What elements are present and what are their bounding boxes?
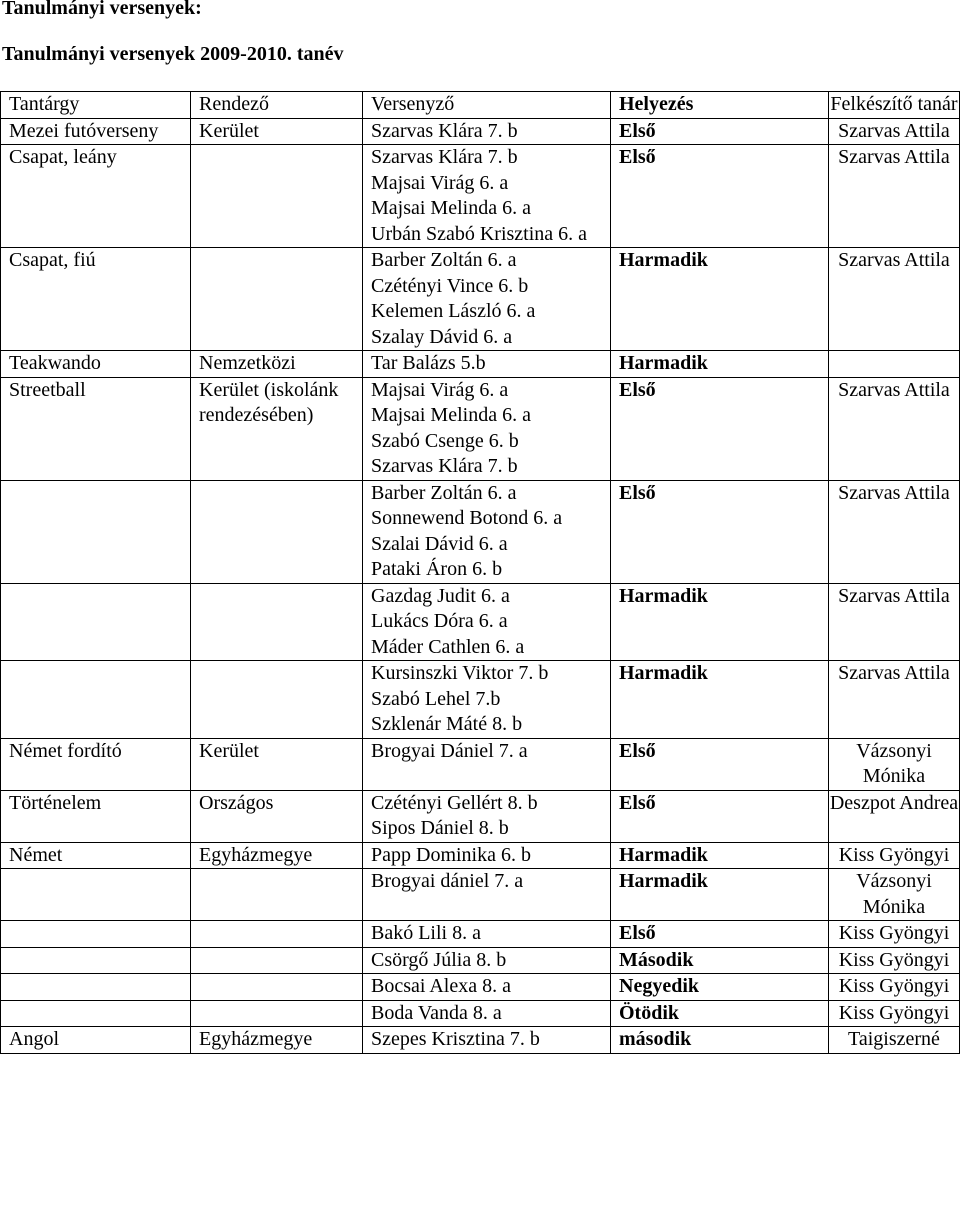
cell-placement: Harmadik — [611, 583, 829, 661]
table-row — [1, 921, 960, 948]
cell-placement: Első — [611, 738, 829, 790]
header-competitor: Versenyző — [363, 92, 611, 119]
competitor-name: Sipos Dániel 8. b — [371, 817, 509, 839]
cell-teacher: Kiss Gyöngyi — [829, 921, 960, 948]
competitor-name: Máder Cathlen 6. a — [371, 635, 525, 658]
table-row — [1, 583, 960, 661]
cell-teacher: Vázsonyi Mónika — [829, 738, 960, 790]
header-organizer: Rendező — [191, 92, 363, 119]
cell-placement: Ötödik — [611, 1000, 829, 1027]
cell-placement: Negyedik — [611, 974, 829, 1001]
cell-competitors — [363, 145, 611, 248]
cell-teacher: Kiss Gyöngyi — [829, 974, 960, 1001]
cell-placement: Harmadik — [611, 869, 829, 921]
cell-subject: Streetball — [1, 377, 191, 480]
cell-teacher: Szarvas Attila — [829, 661, 960, 739]
cell-subject: Történelem — [1, 790, 191, 842]
cell-placement: Harmadik — [611, 248, 829, 351]
cell-placement: Első — [611, 921, 829, 948]
cell-competitors — [363, 118, 611, 145]
header-teacher: Felkészítő tanár — [829, 92, 960, 119]
cell-competitors — [363, 480, 611, 583]
cell-subject — [1, 480, 191, 583]
cell-subject — [1, 921, 191, 948]
cell-organizer: Kerület — [191, 738, 363, 790]
competitor-name: Szalay Dávid 6. a — [371, 325, 513, 348]
cell-subject — [1, 583, 191, 661]
cell-competitors — [363, 738, 611, 790]
cell-subject: Csapat, fiú — [1, 248, 191, 351]
cell-teacher: Szarvas Attila — [829, 145, 960, 248]
table-header-row — [1, 92, 960, 119]
cell-organizer: Kerület — [191, 118, 363, 145]
table-row — [1, 1000, 960, 1027]
competitor-name: Brogyai Dániel 7. a — [371, 739, 528, 762]
table-row — [1, 377, 960, 480]
competitor-name: Szklenár Máté 8. b — [371, 713, 523, 735]
cell-teacher: Szarvas Attila — [829, 248, 960, 351]
competitor-name: Szabó Csenge 6. b — [371, 429, 519, 452]
cell-placement: Első — [611, 480, 829, 583]
cell-competitors — [363, 661, 611, 739]
competitor-name: Czétényi Gellért 8. b — [371, 791, 538, 814]
cell-teacher: Deszpot Andrea — [829, 790, 960, 842]
competitor-name: Majsai Melinda 6. a — [371, 404, 531, 426]
competitor-name: Kelemen László 6. a — [371, 300, 536, 322]
cell-competitors — [363, 248, 611, 351]
cell-subject: Teakwando — [1, 351, 191, 378]
competitor-name: Lukács Dóra 6. a — [371, 610, 508, 632]
cell-placement: Második — [611, 947, 829, 974]
cell-subject: Német fordító — [1, 738, 191, 790]
competitor-name: Bocsai Alexa 8. a — [371, 975, 511, 997]
cell-organizer: Nemzetközi — [191, 351, 363, 378]
cell-teacher: Szarvas Attila — [829, 583, 960, 661]
cell-organizer — [191, 145, 363, 248]
table-row — [1, 738, 960, 790]
cell-subject — [1, 869, 191, 921]
cell-teacher: Taigiszerné — [829, 1027, 960, 1054]
cell-placement: Első — [611, 377, 829, 480]
competitor-name: Papp Dominika 6. b — [371, 843, 531, 866]
cell-organizer — [191, 583, 363, 661]
cell-placement: Első — [611, 118, 829, 145]
page-title: Tanulmányi versenyek: — [2, 0, 202, 19]
cell-organizer — [191, 248, 363, 351]
competitor-name: Pataki Áron 6. b — [371, 558, 503, 580]
cell-competitors — [363, 1000, 611, 1027]
cell-placement: második — [611, 1027, 829, 1054]
table-row — [1, 842, 960, 869]
cell-subject — [1, 1000, 191, 1027]
competition-results-table — [0, 91, 960, 1054]
table-row — [1, 351, 960, 378]
competitor-name: Brogyai dániel 7. a — [371, 870, 524, 892]
table-row — [1, 947, 960, 974]
cell-competitors — [363, 921, 611, 948]
table-body — [1, 118, 960, 1053]
cell-competitors — [363, 974, 611, 1001]
cell-organizer — [191, 869, 363, 921]
table-row — [1, 118, 960, 145]
cell-organizer: Egyházmegye — [191, 842, 363, 869]
cell-teacher: Szarvas Attila — [829, 480, 960, 583]
table-row — [1, 248, 960, 351]
cell-subject — [1, 661, 191, 739]
competitor-name: Szarvas Klára 7. b — [371, 146, 518, 168]
cell-placement: Harmadik — [611, 351, 829, 378]
competitor-name: Boda Vanda 8. a — [371, 1001, 502, 1024]
cell-placement: Első — [611, 145, 829, 248]
header-subject: Tantárgy — [1, 92, 191, 119]
cell-competitors — [363, 1027, 611, 1054]
table-row — [1, 1027, 960, 1054]
cell-placement: Első — [611, 790, 829, 842]
cell-organizer — [191, 974, 363, 1001]
table-row — [1, 974, 960, 1001]
competitor-name: Gazdag Judit 6. a — [371, 584, 510, 607]
cell-competitors — [363, 869, 611, 921]
cell-teacher: Kiss Gyöngyi — [829, 842, 960, 869]
cell-competitors — [363, 377, 611, 480]
competitor-name: Sonnewend Botond 6. a — [371, 507, 563, 529]
cell-teacher: Szarvas Attila — [829, 377, 960, 480]
cell-organizer: Kerület (iskolánk rendezésében) — [191, 377, 363, 480]
cell-organizer — [191, 661, 363, 739]
cell-competitors — [363, 947, 611, 974]
document-subtitle: Tanulmányi versenyek 2009-2010. tanév — [2, 43, 344, 65]
competitor-name: Kursinszki Viktor 7. b — [371, 662, 549, 684]
cell-organizer: Országos — [191, 790, 363, 842]
cell-competitors — [363, 790, 611, 842]
cell-subject: Angol — [1, 1027, 191, 1054]
header-placement: Helyezés — [611, 92, 829, 119]
table-row — [1, 790, 960, 842]
cell-placement: Harmadik — [611, 661, 829, 739]
table-row — [1, 869, 960, 921]
cell-teacher: Kiss Gyöngyi — [829, 947, 960, 974]
cell-competitors — [363, 842, 611, 869]
cell-subject: Német — [1, 842, 191, 869]
table-row — [1, 145, 960, 248]
cell-organizer — [191, 947, 363, 974]
competitor-name: Szepes Krisztina 7. b — [371, 1028, 540, 1050]
cell-placement: Harmadik — [611, 842, 829, 869]
competitor-name: Czétényi Vince 6. b — [371, 274, 529, 297]
cell-teacher: Vázsonyi Mónika — [829, 869, 960, 921]
competitor-name: Majsai Virág 6. a — [371, 378, 509, 401]
cell-subject — [1, 947, 191, 974]
competitor-name: Barber Zoltán 6. a — [371, 481, 517, 504]
cell-organizer — [191, 1000, 363, 1027]
cell-subject: Mezei futóverseny — [1, 118, 191, 145]
competitor-name: Bakó Lili 8. a — [371, 922, 481, 944]
competitor-name: Szabó Lehel 7.b — [371, 687, 501, 710]
cell-organizer — [191, 480, 363, 583]
competitor-name: Szarvas Klára 7. b — [371, 119, 518, 142]
competitor-name: Barber Zoltán 6. a — [371, 249, 517, 271]
competitor-name: Majsai Virág 6. a — [371, 171, 509, 194]
cell-competitors — [363, 351, 611, 378]
cell-subject: Csapat, leány — [1, 145, 191, 248]
cell-organizer — [191, 921, 363, 948]
competitor-name: Majsai Melinda 6. a — [371, 197, 531, 219]
cell-teacher — [829, 351, 960, 378]
table-row — [1, 480, 960, 583]
cell-subject — [1, 974, 191, 1001]
cell-organizer: Egyházmegye — [191, 1027, 363, 1054]
competitor-name: Szalai Dávid 6. a — [371, 532, 508, 555]
cell-competitors — [363, 583, 611, 661]
cell-teacher: Szarvas Attila — [829, 118, 960, 145]
competitor-name: Szarvas Klára 7. b — [371, 455, 518, 477]
competitor-name: Tar Balázs 5.b — [371, 352, 486, 374]
table-row — [1, 661, 960, 739]
competitor-name: Urbán Szabó Krisztina 6. a — [371, 222, 588, 245]
competitor-name: Csörgő Júlia 8. b — [371, 948, 507, 971]
cell-teacher: Kiss Gyöngyi — [829, 1000, 960, 1027]
